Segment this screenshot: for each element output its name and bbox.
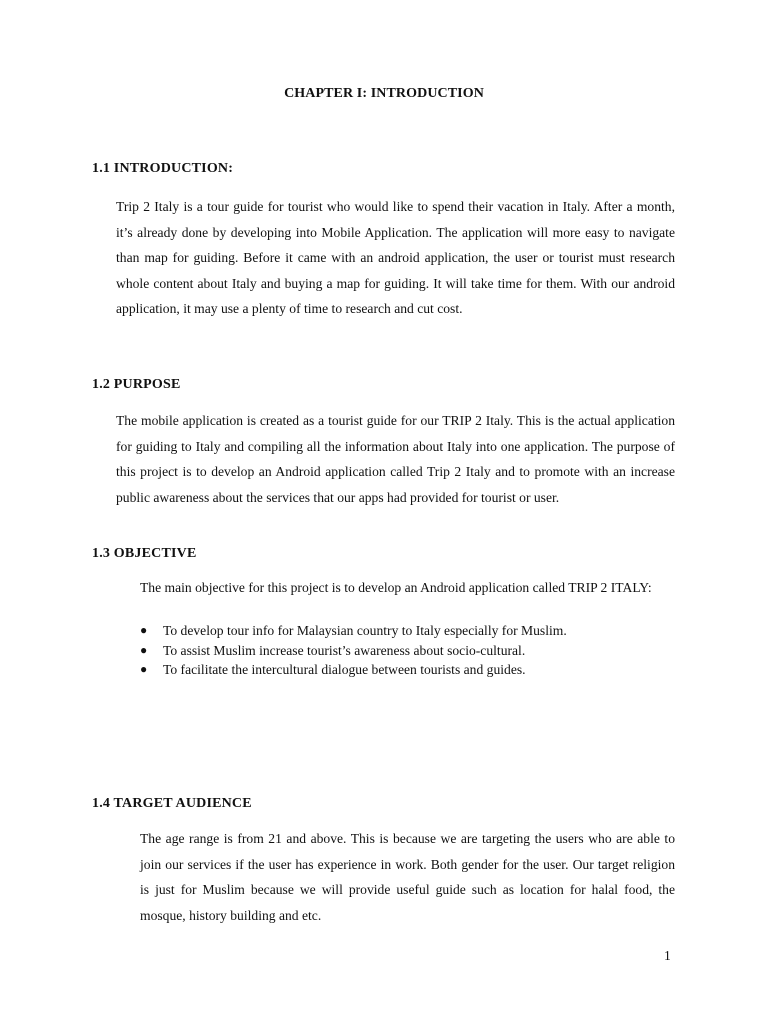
bullet-icon: ● [140, 662, 148, 676]
section-heading-purpose: 1.2 PURPOSE [92, 377, 181, 392]
page-number: 1 [664, 948, 671, 963]
section-heading-introduction: 1.1 INTRODUCTION: [92, 161, 234, 176]
list-item [140, 641, 675, 661]
list-item-text: To develop tour info for Malaysian country to Italy especially for Muslim. [163, 623, 567, 638]
chapter-title: CHAPTER I: INTRODUCTION [284, 86, 484, 101]
list-item [140, 621, 675, 641]
purpose-paragraph: The mobile application is created as a tourist guide for our TRIP 2 Italy. This is the actual application for guiding to Italy and compiling all the information about Italy into one application. The purpose of this project is to develop an Android application called Trip 2 Italy and to promote with an increase public awareness about the services that our apps had provided for tourist or user. [116, 413, 675, 505]
section-heading-target-audience: 1.4 TARGET AUDIENCE [92, 796, 252, 811]
list-item-text: To facilitate the intercultural dialogue between tourists and guides. [163, 662, 526, 677]
objective-intro: The main objective for this project is to develop an Android application called TRIP 2 ITALY: [140, 580, 652, 595]
list-item-text: To assist Muslim increase tourist’s awareness about socio-cultural. [163, 642, 526, 658]
bullet-icon: ● [140, 623, 148, 637]
introduction-paragraph: Trip 2 Italy is a tour guide for tourist who would like to spend their vacation in Italy. After a month, it’s already done by developing into Mobile Application. The application will more easy to navigate than map for guiding. Before it came with an android application, the user or tourist must research whole content about Italy and buying a map for guiding. It will take time for them. With our android application, it may use a plenty of time to research and cut cost. [116, 199, 675, 317]
target-audience-paragraph: The age range is from 21 and above. This is because we are targeting the users who are able to join our services if the user has experience in work. Both gender for the user. Our target religion is just for Muslim because we will provide useful guide such as location for halal food, the mosque, history building and etc. [140, 831, 675, 923]
section-heading-objective: 1.3 OBJECTIVE [92, 546, 197, 561]
bullet-icon: ● [140, 642, 148, 657]
list-item [140, 660, 675, 680]
objective-list [140, 621, 675, 680]
